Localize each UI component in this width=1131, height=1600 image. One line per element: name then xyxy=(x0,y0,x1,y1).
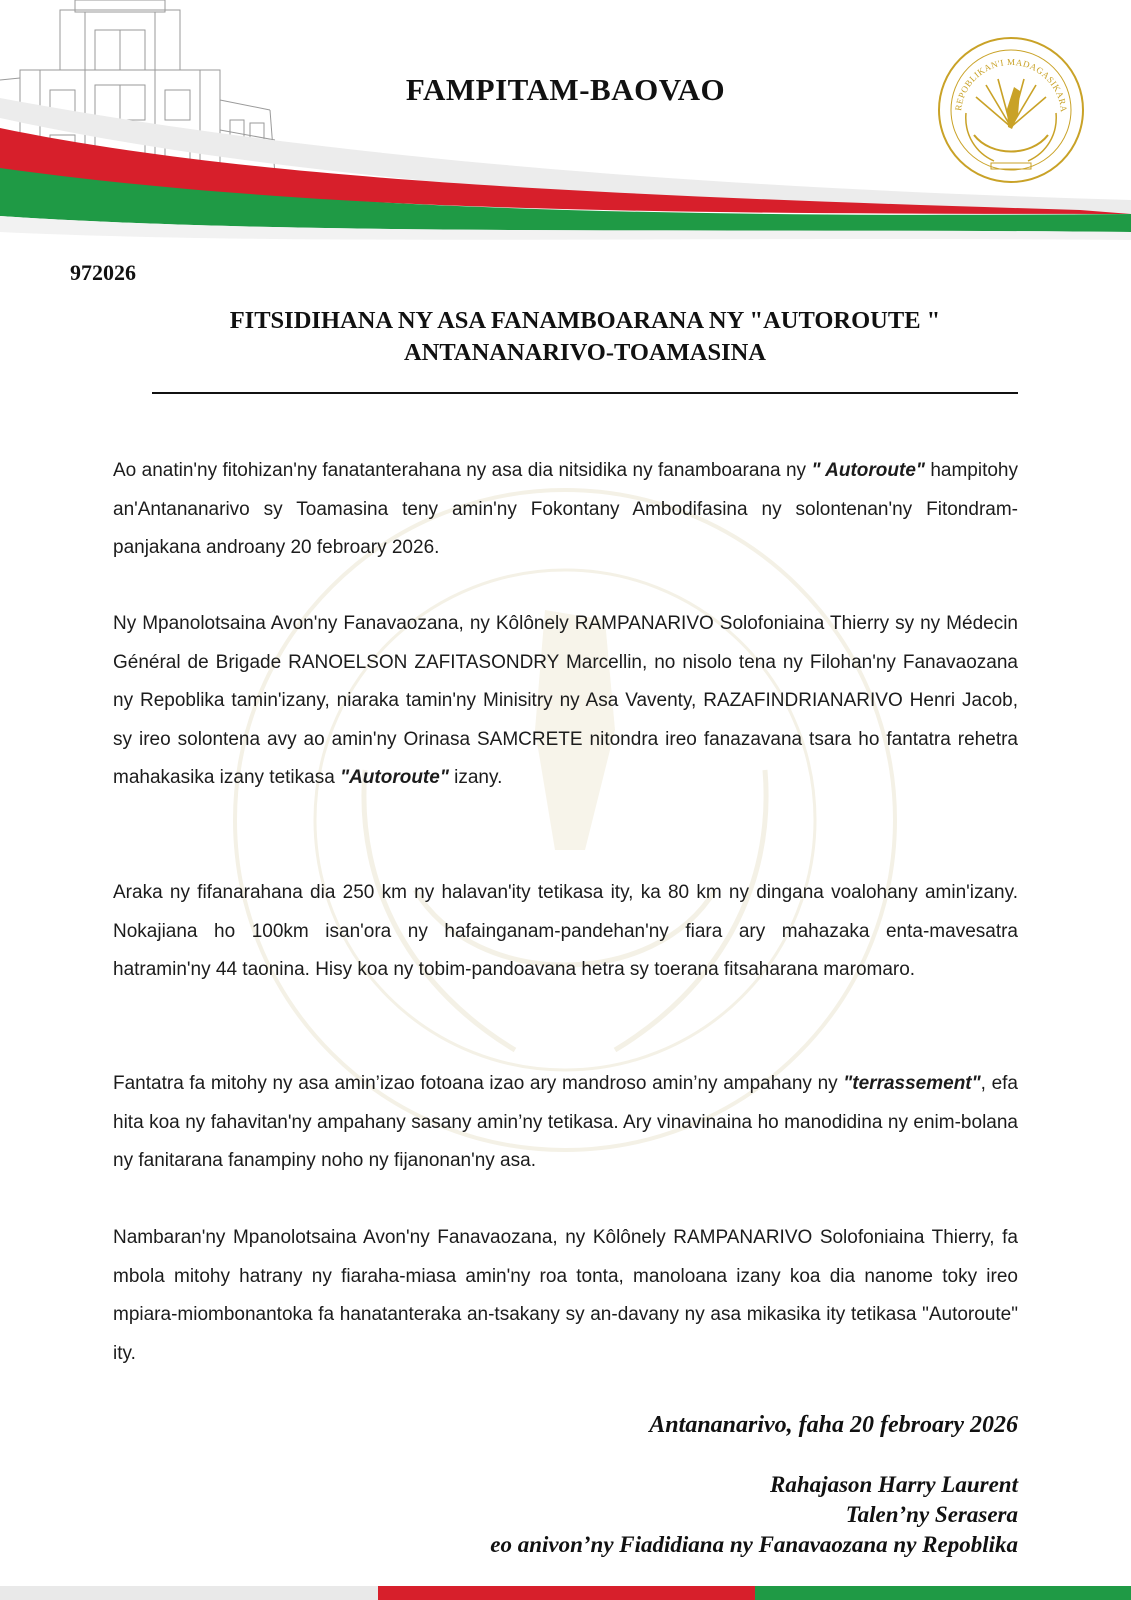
title-divider xyxy=(152,392,1018,394)
paragraph-4-text-c: , efa hita koa ny fahavitan'ny ampahany sasany amin’ny tetikasa. Ary vinavinaina ho manodidina ny enim-bolana ny fanitarana fanampiny noho ny fijanonan'ny asa. xyxy=(113,1073,1018,1171)
paragraph-1-text-a: Ao anatin'ny fitohizan'ny fanatanterahana ny asa dia nitsidika ny fanamboarana ny xyxy=(113,460,812,481)
footer-bar-grey xyxy=(0,1586,378,1600)
reference-number: 972026 xyxy=(70,260,136,285)
paragraph-2-text-a: Ny Mpanolotsaina Avon'ny Fanavaozana, ny Kôlônely RAMPANARIVO Solofoniaina Thierry sy ny Médecin Général de Brigade RANOELSON ZAFITASONDRY Marcellin, no nisolo tena ny Filohan'ny Fanavaozana ny Repoblika tamin'izany, niaraka tamin'ny Minisitry ny Asa Vaventy, RAZAFINDRIANARIVO Henri Jacob, sy ireo solontena avy ao amin'ny Orinasa SAMCRETE nitondra ireo fanazavana tsara ho fantatra rehetra mahakasika izany tetikasa xyxy=(113,613,1018,788)
document-title xyxy=(150,305,1020,369)
document-title-line-2: ANTANANARIVO-TOAMASINA xyxy=(403,339,767,366)
signatory-name: Rahajason Harry Laurent xyxy=(770,1472,1018,1497)
paragraph-2-text-c: izany. xyxy=(448,767,503,788)
document-title-line-1: FITSIDIHANA NY ASA FANAMBOARANA NY "AUTOROUTE " xyxy=(229,307,941,334)
paragraph-1-emphasis: " Autoroute" xyxy=(811,460,925,481)
footer-bar-green xyxy=(755,1586,1131,1600)
paragraph-4 xyxy=(113,1065,1018,1181)
paragraph-3: Araka ny fifanarahana dia 250 km ny halavan'ity tetikasa ity, ka 80 km ny dingana voalohany amin'izany. Nokajiana ho 100km isan'ora ny hafainganam-pandehan'ny fiara ary mahazaka enta-mavesatra hatramin'ny 44 taonina. Hisy koa ny tobim-pandoavana hetra sy toerana fitsaharana maromaro. xyxy=(113,882,1018,980)
footer-bar-red xyxy=(378,1586,755,1600)
paragraph-5: Nambaran'ny Mpanolotsaina Avon'ny Fanavaozana, ny Kôlônely RAMPANARIVO Solofoniaina Thierry, fa mbola mitohy hatrany ny fiaraha-miasa amin'ny roa tonta, manoloana izany koa dia nanome toky ireo mpiara-miombonantoka fa hanatanteraka an-tsakany sy an-davany ny asa mikasika ity tetikasa "Autoroute" ity. xyxy=(113,1227,1018,1364)
republic-seal-icon xyxy=(936,35,1086,185)
signature-block xyxy=(490,1470,1018,1560)
header-title: FAMPITAM-BAOVAO xyxy=(405,72,726,107)
signatory-role: Talen’ny Serasera xyxy=(845,1502,1018,1527)
seal-text: REPOBLIKAN'I MADAGASIKARA xyxy=(953,56,1070,113)
paragraph-4-emphasis: "terrassement" xyxy=(843,1073,981,1094)
paragraph-1 xyxy=(113,452,1018,568)
paragraph-2 xyxy=(113,605,1018,798)
paragraph-4-text-a: Fantatra fa mitohy ny asa amin’izao fotoana izao ary mandroso amin’ny ampahany ny xyxy=(113,1073,844,1094)
signature-place-date: Antananarivo, faha 20 febroary 2026 xyxy=(649,1412,1018,1438)
signatory-office: eo anivon’ny Fiadidiana ny Fanavaozana ny Repoblika xyxy=(490,1532,1018,1557)
paragraph-2-emphasis: "Autoroute" xyxy=(340,767,449,788)
paragraph-1-text-c: hampitohy an'Antananarivo sy Toamasina teny amin'ny Fokontany Ambodifasina ny solontenan'ny Fitondram-panjakana androany 20 febroary 2026. xyxy=(113,460,1018,558)
